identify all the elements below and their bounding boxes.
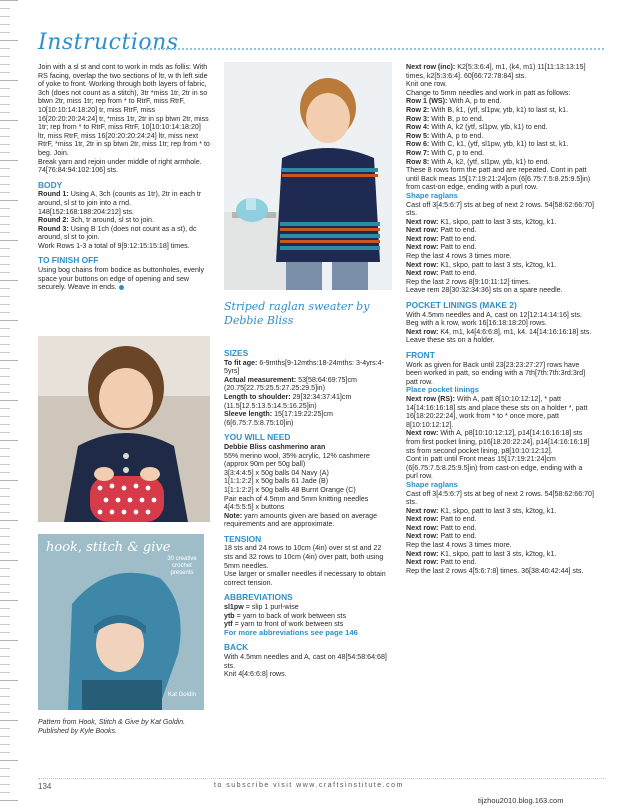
pocket-linings-heading: POCKET LININGS (MAKE 2) [406, 300, 517, 311]
length-to-shoulder: Length to shoulder: 29[32:34:37:41]cm (11.5[12.5:13.5:14.5:16.25]in) [224, 392, 352, 410]
raglan-repeat-2: Rep the last 2 rows 8[9:10:11:12] times. [406, 277, 531, 286]
ruler-tick [0, 440, 18, 441]
finish-text: Using bog chains from bodice as buttonholes, evenly space your buttons on edge of opening and sew securely. Weave in ends. [38, 266, 205, 292]
raglan-row-3: Next row: Patt to end. [406, 234, 477, 243]
pocket-leave: Leave these sts on a holder. [406, 336, 495, 345]
ruler-tick [0, 80, 18, 81]
ruler-tick [0, 0, 18, 1]
page-title: Instructions [38, 30, 179, 55]
ruler-tick [0, 520, 18, 521]
raglan-row-2: Next row: Patt to end. [406, 226, 477, 235]
row-3: Row 3: With B, p to end. [406, 114, 484, 123]
front-row-2: Next row: Patt to end. [406, 515, 477, 524]
abbreviations-heading: ABBREVIATIONS [224, 592, 293, 603]
yarn-desc: 55% merino wool, 35% acrylic, 12% cashmere (approx 90m per 50g ball) [224, 451, 370, 469]
footer-rule [38, 778, 604, 779]
ruler-tick [0, 200, 18, 201]
body-round-1: Round 1: Using A, 3ch (counts as 1tr), 2tr in each tr around, sl st to join into a rnd. 148[152:168:188:204:212] sts. [38, 190, 202, 216]
column-2 [224, 343, 392, 679]
book-cover-title: hook, stitch & give [46, 540, 171, 555]
ruler-tick [0, 320, 18, 321]
ruler-tick [0, 280, 18, 281]
raglan-row-1: Next row: K1, skpo, patt to last 3 sts, k2tog, k1. [406, 217, 557, 226]
column-1 [38, 63, 210, 292]
ruler-tick [0, 800, 18, 801]
place-pocket-linings-heading: Place pocket linings [406, 385, 480, 395]
row-5: Row 5: With A, p to end. [406, 131, 484, 140]
ruler-tick [0, 720, 18, 721]
yarn-name: Debbie Bliss cashmerino aran [224, 442, 326, 451]
note: Note: yarn amounts given are based on average requirements and are approximate. [224, 511, 378, 529]
raglan-row-5: Next row: K1, skpo, patt to last 3 sts, k2tog, k1. [406, 260, 557, 269]
ruler-tick [0, 240, 18, 241]
front-shape-text: Cast off 3[4:5:6:7] sts at beg of next 2 rows. 54[58:62:66:70] sts. [406, 489, 594, 507]
front-text: Work as given for Back until 23[23:23:27:27] rows have been worked in patt, so ending with a 7th[7th:7th:3rd:3rd] patt row. [406, 360, 586, 386]
row-7: Row 7: With C, p to end. [406, 148, 485, 157]
body-round-3: Round 3: Using B 1ch (does not count as a st), dc around, sl st to join. [38, 224, 197, 242]
back-text: With 4.5mm needles and A, cast on 48[54:58:64:68] sts. [224, 653, 387, 670]
back-text-2: Knit 4[4:6:6:8] rows. [224, 670, 287, 679]
finish-heading: TO FINISH OFF [38, 255, 99, 266]
shape-raglans-text: Cast off 3[4:5:6:7] sts at beg of next 2 rows. 54[58:62:66:70] sts. [406, 200, 594, 218]
ruler-tick [0, 360, 18, 361]
place-row-2: Next row: With A, p8[10:10:12:12], p14[14:16:16:18] sts from first pocket lining, p16[18:20:22:24], p14[14:16:16:18] sts from second pocket lining, p8[10:10:12:12]. [406, 429, 590, 455]
sweater-photo [224, 62, 392, 290]
raglan-row-6: Next row: Patt to end. [406, 269, 477, 278]
book-cover-badge: 30 creative crochet presents [167, 556, 197, 576]
book-cover-image [38, 534, 204, 710]
abbr-sl1pw: sl1pw = slip 1 purl-wise [224, 603, 299, 612]
inc-row: Next row (inc): K2[5:3:6:4], m1, (k4, m1) 11[11:13:13:15] times, k2[5:3:6:4]. 60[66:72:78:84] sts. [406, 63, 586, 80]
ruler-tick [0, 640, 18, 641]
yarn-b: 1[1:1:2:2] x 50g balls 61 Jade (B) [224, 477, 329, 486]
front-row-1: Next row: K1, skpo, patt to last 3 sts, k2tog, k1. [406, 506, 557, 515]
pattern-title: Striped raglan sweater by Debbie Bliss [224, 300, 370, 327]
book-caption: Pattern from Hook, Stitch & Give by Kat Goldin. Published by Kyle Books. [38, 719, 186, 735]
ruler-tick [0, 760, 18, 761]
row-1: Row 1 (WS): With A, p to end. [406, 97, 502, 106]
ruler-tick [0, 400, 18, 401]
yarn-a: 3[3:4:4:5] x 50g balls 04 Navy (A) [224, 468, 329, 477]
leave-sts: Leave rem 28[30:32:34:36] sts on a spare needle. [406, 286, 563, 295]
end-marker-icon [119, 285, 124, 290]
raglan-repeat: Rep the last 4 rows 3 times more. [406, 252, 512, 261]
page-header [38, 30, 604, 58]
place-cont: Cont in patt until Front meas 15[17:19:21:24]cm (6[6.75:7.5:8.25:9.5]in) from cast-on edge, ending with a purl row. [406, 455, 583, 481]
pocket-rows: Beg with a k row, work 16[16:18:18:20] rows. [406, 319, 547, 328]
knit-one-row: Knit one row. [406, 80, 448, 89]
pocket-cast-on: With 4.5mm needles and A, cast on 12[12:14:14:16] sts. [406, 310, 582, 319]
body-round-2: Round 2: 3ch, tr around, sl st to join. [38, 216, 154, 225]
shape-raglans-heading: Shape raglans [406, 190, 458, 200]
front-shape-raglans-heading: Shape raglans [406, 479, 458, 489]
more-abbreviations-link: For more abbreviations see page 146 [224, 627, 358, 637]
front-row-4: Next row: Patt to end. [406, 532, 477, 541]
front-repeat-2: Rep the last 2 rows 4[5:6:7:8] times. 36[38:40:42:44] sts. [406, 566, 584, 575]
row-8: Row 8: With A, k2, (ytf, sl1pw, ytb, k1) to end. [406, 157, 550, 166]
front-repeat: Rep the last 4 rows 3 times more. [406, 541, 512, 550]
watermark: tijzhou2010.blog.163.com [478, 796, 564, 805]
tension-text: 18 sts and 24 rows to 10cm (4in) over st st and 22 sts and 32 rows to 10cm (4in) over patt, both using 5mm needles. [224, 544, 384, 570]
needles: Pair each of 4.5mm and 5mm knitting needles [224, 494, 369, 503]
body-repeat: Work Rows 1-3 a total of 9[9:12:15:15:18] times. [38, 241, 190, 250]
front-row-3: Next row: Patt to end. [406, 523, 477, 532]
sizes-heading: SIZES [224, 348, 249, 358]
change-needles: Change to 5mm needles and work in patt as follows: [406, 88, 571, 97]
sleeve-length: Sleeve length: 15[17:19:22:25]cm (6[6.75:7.5:8.75:10]in) [224, 410, 333, 427]
front-row-5: Next row: K1, skpo, patt to last 3 sts, k2tog, k1. [406, 549, 557, 558]
ruler-tick [0, 160, 18, 161]
row-4: Row 4: With A, k2 (ytf, sl1pw, ytb, k1) to end. [406, 123, 548, 132]
tension-text-2: Use larger or smaller needles if necessary to obtain correct tension. [224, 570, 386, 587]
yarn-c: 1[1:1:2:2] x 50g balls 48 Burnt Orange (C) [224, 485, 356, 494]
front-row-6: Next row: Patt to end. [406, 558, 477, 567]
you-will-need-heading: YOU WILL NEED [224, 432, 291, 443]
column-3 [406, 63, 596, 575]
actual-measurement: Actual measurement: 53[58:64:69:75]cm (20.75[22.75:25.5:27.25:29.5]in) [224, 375, 357, 393]
ruler-tick [0, 120, 18, 121]
back-heading: BACK [224, 642, 249, 653]
header-dotted-rule [142, 48, 604, 50]
armhole-note: Break yarn and rejoin under middle of right armhole. 74[76:84:94:102:106] sts. [38, 157, 202, 175]
buttons: 4[4:5:5:5] x buttons [224, 503, 285, 512]
ruler-tick [0, 600, 18, 601]
fit-age: To fit age: 6-9mths[9-12mths:18-24mths: 3-4yrs:4-5yrs] [224, 358, 384, 376]
abbr-ytf: ytf = yarn to front of work between sts [224, 620, 344, 629]
ruler-tick [0, 680, 18, 681]
subscribe-line: to subscribe visit www.craftsinstitute.com [214, 782, 404, 789]
abbr-ytb: ytb = yarn to back of work between sts [224, 611, 347, 620]
row-6: Row 6: With C, k1, (ytf, sl1pw, ytb, k1) to last st, k1. [406, 140, 569, 149]
pattern-repeat: These 8 rows form the patt and are repeated. Cont in patt until Back meas 15[17:19:21:24]cm (6[6.75:7.5:8.25:9.5]in) from cast-on edge, ending with a purl row. [406, 166, 591, 192]
row-2: Row 2: With B, k1, (ytf, sl1pw, ytb, k1) to last st, k1. [406, 105, 569, 114]
ruler-tick [0, 560, 18, 561]
tension-heading: TENSION [224, 533, 262, 544]
page-number: 134 [38, 782, 52, 791]
book-cover-author: Kat Goldin [167, 692, 196, 698]
join-instructions: Join with a sl st and cont to work in rnds as follis: With RS facing, overlap the two sections of ltr, w th left side of yoke to front. Working through both layers of fabric, 3ch (does not count as a stitch), 3tr *miss 1tr, 2tr in so btwn 2tr, miss 1tr; rep from * to RtrF, miss RtrF, 10[10:10:14:18:20] tr, miss RtrF, miss 16[20:20:20:24:24] tr, *miss 1tr, 2tr in sp btwn 2tr, miss 1tr; rep from * to RtrF, miss RtrF, 10[10:10:14:18:20] ltr, miss RtrF, miss 16[20:20:20:24:24] ltr, miss next RtrF, *miss 1tr, 2tr in sp btwn 2tr, miss 1tr; rep from * to beg. Join. [38, 63, 210, 157]
pocket-next-row: Next row: K4, m1, k4[4:6:6:8], m1, k4. 14[14:16:16:18] sts. [406, 327, 592, 336]
front-heading: FRONT [406, 350, 435, 360]
ruler-tick [0, 40, 18, 41]
page-ruler [0, 0, 26, 808]
ruler-tick [0, 480, 18, 481]
child-crochet-photo [38, 336, 210, 522]
raglan-row-4: Next row: Patt to end. [406, 243, 477, 252]
body-heading: BODY [38, 179, 63, 190]
place-row-1: Next row (RS): With A, patt 8[10:10:12:12], * patt 14[14:16:16:18] sts and place these sts on a holder *, patt 16[18:20:22:24], work from * to * once more, patt 8[10:10:12:12]. [406, 394, 588, 429]
